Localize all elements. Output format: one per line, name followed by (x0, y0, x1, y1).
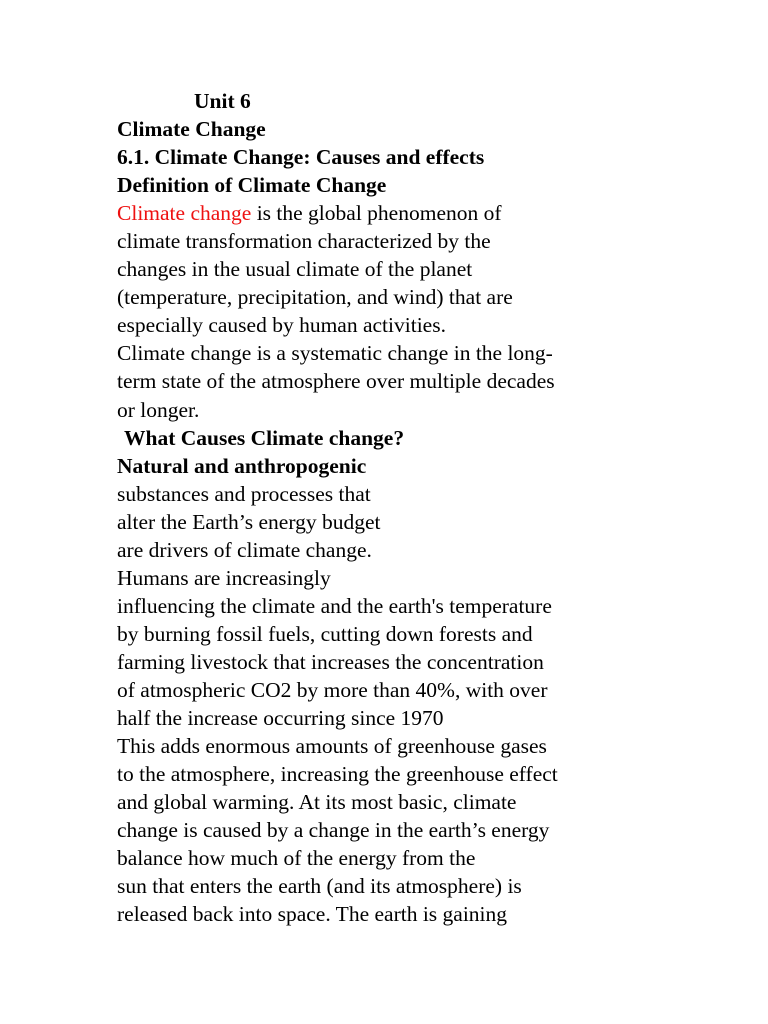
paragraph-line: farming livestock that increases the concentration (117, 649, 544, 674)
paragraph-line: Humans are increasingly (117, 565, 331, 590)
paragraph-line: substances and processes that (117, 481, 371, 506)
definition-term: Climate change (117, 201, 252, 226)
paragraph-line: released back into space. The earth is gaining (117, 902, 508, 927)
paragraph-line: (temperature, precipitation, and wind) that are (117, 285, 513, 310)
causes-heading: What Causes Climate change? (124, 425, 405, 450)
paragraph-line: sun that enters the earth (and its atmosphere) is (117, 874, 522, 899)
definition-text: is the global phenomenon of (251, 201, 502, 226)
paragraph-line: alter the Earth’s energy budget (117, 509, 381, 534)
paragraph-line: Climate change is a systematic change in the long- (117, 341, 553, 366)
causes-subheading: Natural and anthropogenic (117, 453, 367, 478)
paragraph-line: change is caused by a change in the earth’s energy (117, 818, 550, 843)
paragraph-line: or longer. (117, 397, 200, 422)
paragraph-line: and global warming. At its most basic, climate (117, 790, 517, 815)
paragraph-line: to the atmosphere, increasing the greenhouse effect (117, 762, 558, 787)
paragraph-line: balance how much of the energy from the (117, 846, 476, 871)
definition-heading: Definition of Climate Change (117, 173, 387, 198)
section-heading: 6.1. Climate Change: Causes and effects (117, 145, 485, 170)
paragraph-line: half the increase occurring since 1970 (117, 706, 444, 731)
paragraph-line: especially caused by human activities. (117, 313, 446, 338)
paragraph-line: of atmospheric CO2 by more than 40%, with over (117, 677, 548, 702)
unit-label: Unit 6 (194, 89, 251, 113)
page-title: Climate Change (117, 117, 266, 142)
paragraph-line: term state of the atmosphere over multiple decades (117, 369, 555, 394)
paragraph-line: by burning fossil fuels, cutting down forests and (117, 621, 533, 646)
definition-first-line (117, 199, 677, 227)
paragraph-line: climate transformation characterized by the (117, 229, 491, 254)
paragraph-line: are drivers of climate change. (117, 537, 372, 562)
paragraph-line: influencing the climate and the earth's temperature (117, 593, 552, 618)
paragraph-line: changes in the usual climate of the planet (117, 257, 473, 282)
paragraph-line: This adds enormous amounts of greenhouse gases (117, 734, 547, 759)
document-page (117, 87, 677, 928)
